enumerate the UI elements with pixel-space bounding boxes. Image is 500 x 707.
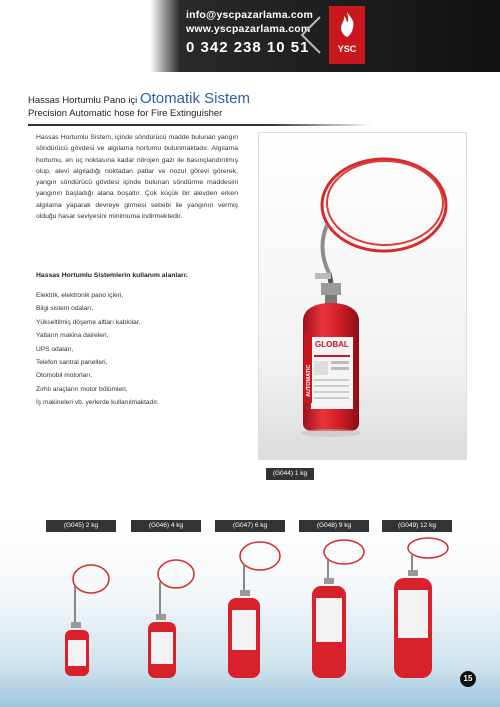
product-caption-g048: (G048) 9 kg [299,520,369,532]
list-item: UPS odaları, [36,345,74,353]
contact-block [186,8,313,56]
list-item: İş makineleri vb. yerlerde kullanılmaktadır. [36,399,159,407]
header [0,0,500,74]
label-brand: GLOBAL [315,340,349,349]
ysc-logo [329,6,365,64]
website-text[interactable]: www.yscpazarlama.com [186,23,311,35]
usage-heading: Hassas Hortumlu Sistemlerin kullanım alanları: [36,272,188,279]
list-item: Bilgi sistem odaları, [36,305,94,313]
usage-list [36,289,159,410]
list-item: Telefon santral panelleri, [36,359,108,367]
list-item: Elektrik, elektronik pano içleri, [36,292,124,299]
product-image-g047 [214,534,286,684]
list-item: Yükseltilmiş döşeme altları kablolar, [36,318,141,326]
main-product-caption: (G044) 1 kg [266,468,314,480]
page-number: 15 [460,671,476,687]
phone-text: 0 342 238 10 51 [186,39,310,56]
extinguisher-image [259,133,466,459]
product-image-g049 [382,534,454,684]
email-text[interactable]: info@yscpazarlama.com [186,9,314,21]
title-divider [28,124,373,126]
main-product-photo [258,132,467,460]
list-item: Yatların makina daireleri, [36,332,109,340]
product-caption-g045: (G045) 2 kg [46,520,116,532]
list-item: Otomobil motorları, [36,372,93,380]
product-caption-g046: (G046) 4 kg [131,520,201,532]
product-caption-g049: (G049) 12 kg [382,520,452,532]
title-highlight: Otomatik Sistem [139,90,250,107]
title-line-1 [28,90,373,107]
title-line-2: Precision Automatic hose for Fire Extinguisher [28,108,223,119]
title-prefix: Hassas Hortumlu Pano içi [28,95,138,106]
product-image-g048 [298,534,370,684]
page-title [28,90,373,119]
logo-text: YSC [337,44,357,54]
list-item: Zırhlı araçların motor bölümleri, [36,385,128,393]
product-caption-g047: (G047) 6 kg [215,520,285,532]
product-image-g046 [130,534,202,684]
flame-icon [329,8,365,44]
description-paragraph: Hassas Hortumlu Sistem, içinde söndürücü madde bulunan yangın söndürücü gövdesi ve algılama hortumu bulunmaktadır. Algılama hortumu, en uç noktasına kadar nitrojen gazı ile basınçlandırılmış olup, alevi algıladığı noktadan patlar ve nozul görevi görerek, yangın söndürücü gövdesi içinde bulunan söndürme maddesini yangının başladığı alana boşaltır. Çok küçük bir alevden erken algılama yaparak devreye girmesi sebebi ile yangının vermiş olduğu hasar seviyesini minimuma indirmektedir. [36,134,238,221]
product-image-g045 [45,534,117,684]
label-side: AUTOMATIC [306,364,312,397]
chevron-icon [298,15,322,55]
